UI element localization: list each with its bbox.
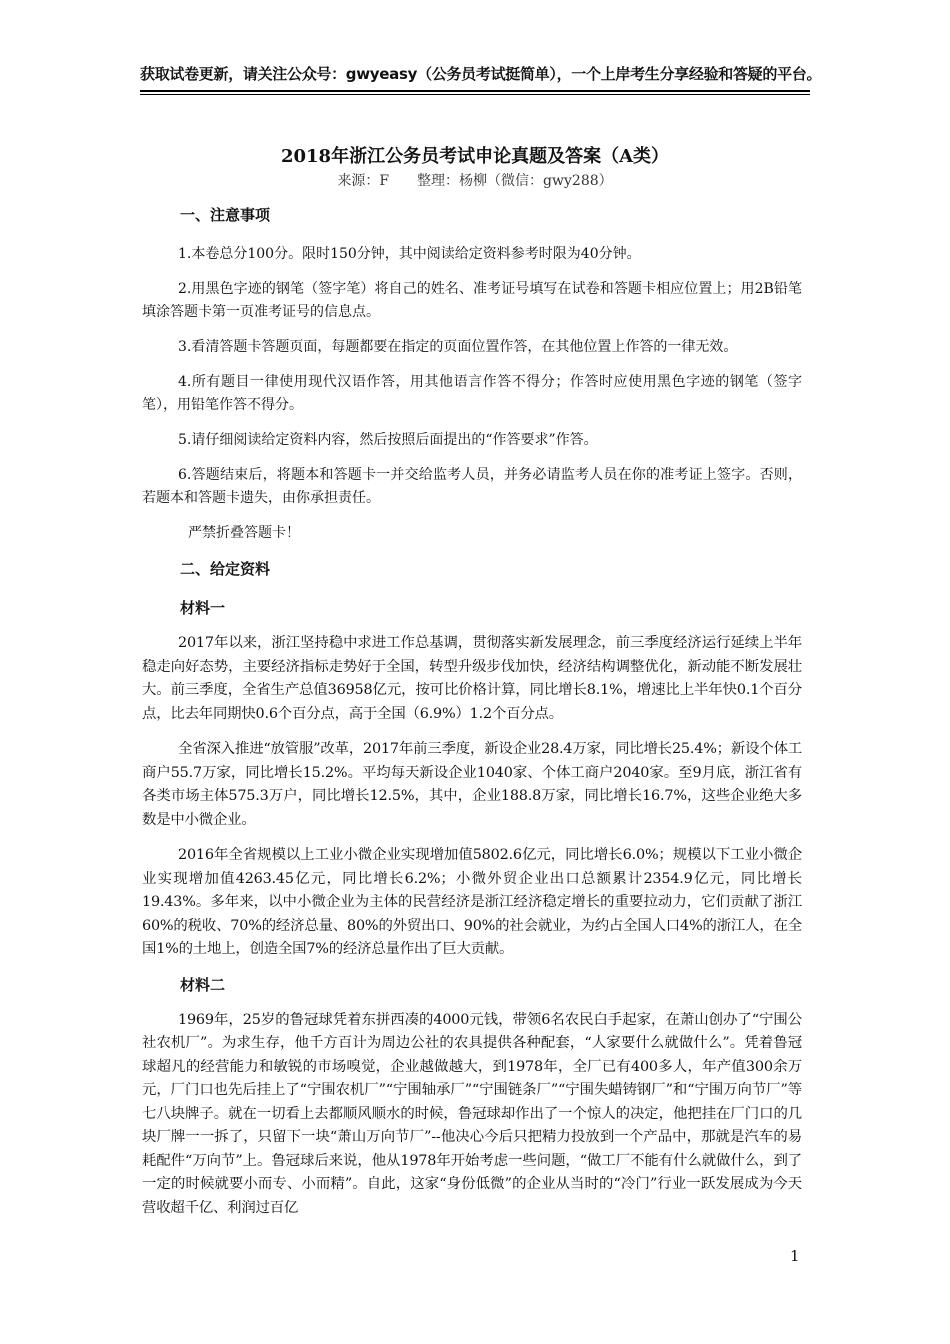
note-item: 5.请仔细阅读给定资料内容，然后按照后面提出的“作答要求”作答。	[178, 432, 598, 448]
document-subtitle: 来源：F 整理：杨柳（微信：gwy288）	[337, 173, 613, 189]
note-item: 1.本卷总分100分。限时150分钟，其中阅读给定资料参考时限为40分钟。	[178, 246, 641, 262]
warning-text: 严禁折叠答题卡！	[188, 525, 300, 541]
header-rule-thick	[140, 90, 810, 92]
material-paragraph: 1969年，25岁的鲁冠球凭着东拼西凑的4000元钱，带领6名农民白手起家，在萧山创办了“宁围公社农机厂”。为求生存，他千方百计为周边公社的农具提供各种配套，“人家要什么就做什么”。凭着鲁冠球超凡的经营能力和敏锐的市场嗅觉，企业越做越大，到1978年，全厂已有400多人，年产值300余万元，厂门口也先后挂上了“宁围农机厂”“宁围轴承厂”“宁围链条厂”“宁围失蜡铸钢厂”和“宁围万向节厂”等七八块牌子。就在一切看上去都顺风顺水的时候，鲁冠球却作出了一个惊人的决定，他把挂在厂门口的几块厂牌一一拆了，只留下一块“萧山万向节厂”--他决心今后只把精力投放到一个产品中，那就是汽车的易耗配件“万向节”上。鲁冠球后来说，他从1978年开始考虑一些问题，“做工厂不能有什么就做什么，到了一定的时候就要小而专、小而精”。自此，这家“身份低微”的企业从当时的“冷门”行业一跃发展成为今天营收超千亿、利润过百亿	[142, 1011, 802, 1216]
document-body	[142, 200, 802, 1232]
document-title: 2018年浙江公务员考试申论真题及答案（A类）	[280, 146, 670, 167]
note-item: 6.答题结束后，将题本和答题卡一并交给监考人员，并务必请监考人员在你的准考证上签字。否则，若题本和答题卡遗失，由你承担责任。	[142, 467, 802, 506]
material-paragraph: 全省深入推进“放管服”改革，2017年前三季度，新设企业28.4万家，同比增长25.4%；新设个体工商户55.7万家，同比增长15.2%。平均每天新设企业1040家、个体工商户2040家。至9月底，浙江省有各类市场主体575.3万户，同比增长12.5%，其中，企业188.8万家，同比增长16.7%，这些企业绝大多数是中小微企业。	[142, 741, 802, 828]
note-item: 2.用黑色字迹的钢笔（签字笔）将自己的姓名、准考证号填写在试卷和答题卡相应位置上；用2B铅笔填涂答题卡第一页准考证号的信息点。	[142, 281, 802, 320]
section-heading-notes: 一、注意事项	[180, 206, 271, 224]
note-item: 4.所有题目一律使用现代汉语作答，用其他语言作答不得分；作答时应使用黑色字迹的钢笔（签字笔），用铅笔作答不得分。	[142, 374, 802, 413]
material-paragraph: 2017年以来，浙江坚持稳中求进工作总基调，贯彻落实新发展理念，前三季度经济运行延续上半年稳走向好态势，主要经济指标走势好于全国，转型升级步伐加快，经济结构调整优化，新动能不断发展壮大。前三季度，全省生产总值36958亿元，按可比价格计算，同比增长8.1%，增速比上半年快0.1个百分点，比去年同期快0.6个百分点，高于全国（6.9%）1.2个百分点。	[142, 635, 802, 722]
material-heading-1: 材料一	[180, 599, 226, 617]
material-paragraph: 2016年全省规模以上工业小微企业实现增加值5802.6亿元，同比增长6.0%；规模以下工业小微企业实现增加值4263.45亿元，同比增长6.2%；小微外贸企业出口总额累计2354.9亿元，同比增长19.43%。多年来，以中小微企业为主体的民营经济是浙江经济稳定增长的重要拉动力，它们贡献了浙江60%的税收、70%的经济总量、80%的外贸出口、90%的社会就业，为约占全国人口4%的浙江人，在全国1%的土地上，创造全国7%的经济总量作出了巨大贡献。	[142, 847, 802, 957]
page-number: 1	[790, 1247, 800, 1265]
header-banner: 获取试卷更新，请关注公众号：gwyeasy（公务员考试挺简单），一个上岸考生分享经验和答疑的平台。	[140, 65, 822, 83]
note-item: 3.看清答题卡答题页面，每题都要在指定的页面位置作答，在其他位置上作答的一律无效。	[178, 339, 738, 355]
material-heading-2: 材料二	[180, 975, 226, 994]
section-heading-materials: 二、给定资料	[180, 560, 271, 578]
header-rule-thin	[140, 94, 810, 95]
